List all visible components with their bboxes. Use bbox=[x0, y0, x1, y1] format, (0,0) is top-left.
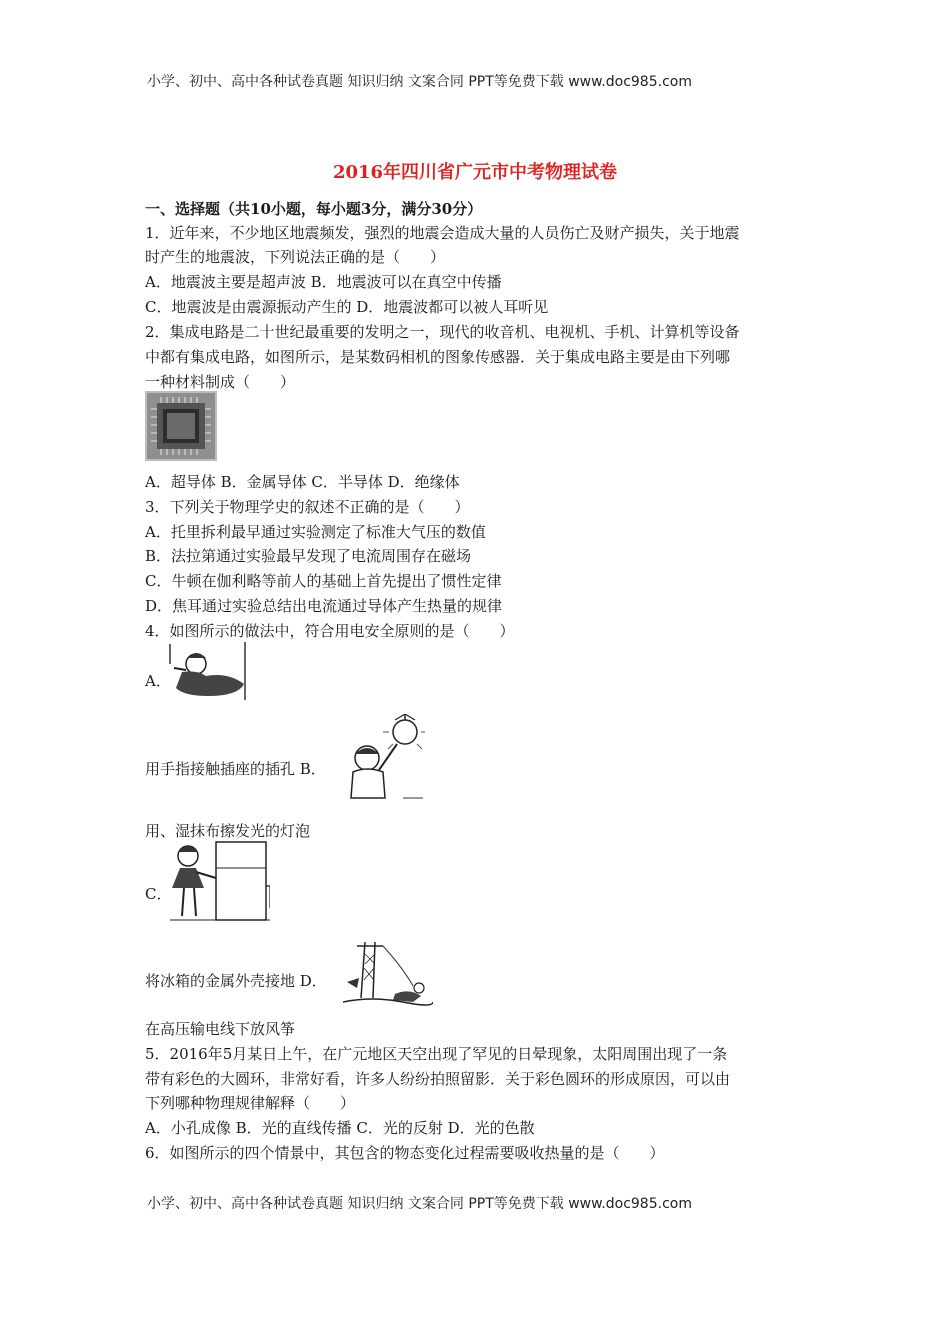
image-sensor-chip-image bbox=[145, 391, 217, 461]
q5-stem-line1: 5．2016年5月某日上午，在广元地区天空出现了罕见的日晕现象，太阳周围出现了一条 bbox=[145, 1045, 728, 1063]
q2-stem-line3: 一种材料制成（ ） bbox=[145, 373, 296, 391]
page-footer: 小学、初中、高中各种试卷真题 知识归纳 文案合同 PPT等免费下载 www.doc985.com bbox=[147, 1196, 692, 1212]
exam-title: 2016年四川省广元市中考物理试卷 bbox=[332, 162, 618, 183]
q4-label-c: C． bbox=[145, 885, 172, 903]
kite-under-power-line-image bbox=[343, 938, 433, 1008]
section-heading: 一、选择题（共10小题，每小题3分，满分30分） bbox=[145, 200, 483, 218]
q5-stem-line3: 下列哪种物理规律解释（ ） bbox=[145, 1094, 356, 1112]
q4-line-d: 在高压输电线下放风筝 bbox=[145, 1020, 296, 1038]
q2-stem-line2: 中都有集成电路，如图所示，是某数码相机的图象传感器．关于集成电路主要是由下列哪 bbox=[145, 348, 731, 366]
q5-stem-line2: 带有彩色的大圆环，非常好看，许多人纷纷拍照留影．关于彩色圆环的形成原因，可以由 bbox=[145, 1070, 731, 1088]
q4-line-c: 将冰箱的金属外壳接地 D． bbox=[145, 972, 327, 990]
q4-line-a: 用手指接触插座的插孔 B． bbox=[145, 760, 326, 778]
q3-option-d: D．焦耳通过实验总结出电流通过导体产生热量的规律 bbox=[145, 597, 503, 615]
q6-stem: 6．如图所示的四个情景中，其包含的物态变化过程需要吸收热量的是（ ） bbox=[145, 1144, 665, 1162]
q2-options: A．超导体 B．金属导体 C．半导体 D．绝缘体 bbox=[145, 473, 460, 491]
child-touching-socket-image bbox=[168, 642, 248, 700]
fridge-grounded-image bbox=[170, 838, 270, 922]
q3-option-b: B．法拉第通过实验最早发现了电流周围存在磁场 bbox=[145, 547, 472, 565]
q1-options-cd: C．地震波是由震源振动产生的 D．地震波都可以被人耳听见 bbox=[145, 298, 549, 316]
q4-line-b: 用、湿抹布擦发光的灯泡 bbox=[145, 822, 311, 840]
q2-stem-line1: 2．集成电路是二十世纪最重要的发明之一，现代的收音机、电视机、手机、计算机等设备 bbox=[145, 323, 740, 341]
page-header: 小学、初中、高中各种试卷真题 知识归纳 文案合同 PPT等免费下载 www.doc985.com bbox=[147, 74, 692, 90]
q4-stem: 4．如图所示的做法中，符合用电安全原则的是（ ） bbox=[145, 622, 515, 640]
q1-stem-line2: 时产生的地震波，下列说法正确的是（ ） bbox=[145, 248, 446, 266]
q4-label-a: A． bbox=[145, 672, 171, 690]
q5-options: A．小孔成像 B．光的直线传播 C．光的反射 D．光的色散 bbox=[145, 1119, 535, 1137]
q3-option-c: C．牛顿在伽利略等前人的基础上首先提出了惯性定律 bbox=[145, 572, 502, 590]
q1-options-ab: A．地震波主要是超声波 B．地震波可以在真空中传播 bbox=[145, 273, 502, 291]
q3-stem: 3．下列关于物理学史的叙述不正确的是（ ） bbox=[145, 498, 470, 516]
q1-stem-line1: 1．近年来，不少地区地震频发，强烈的地震会造成大量的人员伤亡及财产损失，关于地震 bbox=[145, 224, 740, 242]
q3-option-a: A．托里拆利最早通过实验测定了标准大气压的数值 bbox=[145, 523, 486, 541]
wiping-lit-bulb-image bbox=[343, 714, 425, 800]
